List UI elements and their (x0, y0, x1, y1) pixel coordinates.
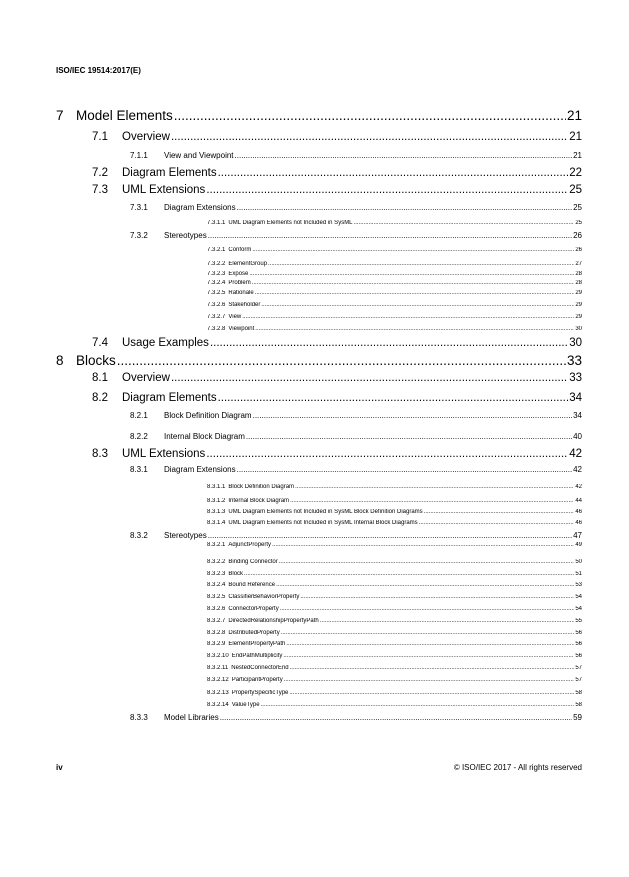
toc-entry-page: 22 (569, 167, 582, 179)
toc-dot-leader (276, 582, 574, 588)
toc-entry-title: UML Diagram Elements not Included in SysML Internal Block Diagrams (228, 520, 418, 526)
toc-dot-leader (280, 606, 575, 612)
toc-dot-leader (218, 392, 569, 404)
toc-dot-leader (272, 542, 574, 548)
toc-entry-title: Diagram Elements (122, 167, 217, 179)
toc-entry-title: Diagram Extensions (164, 465, 236, 474)
toc-entry[interactable] (207, 220, 582, 229)
toc-entry-title: Usage Examples (122, 337, 209, 349)
toc-entry-title: View and Viewpoint (164, 151, 234, 160)
toc-entry-page: 28 (575, 271, 582, 277)
toc-dot-leader (208, 531, 572, 540)
toc-entry[interactable] (130, 203, 582, 214)
toc-entry-number: 7.4 (92, 337, 108, 349)
toc-entry-page: 58 (575, 690, 582, 696)
toc-entry[interactable] (207, 690, 582, 699)
toc-entry-page: 34 (573, 411, 582, 420)
toc-entry[interactable] (92, 167, 582, 182)
toc-entry-title: Block Definition Diagram (164, 411, 252, 420)
toc-entry-page: 50 (575, 559, 582, 565)
toc-entry-number: 7.3 (92, 184, 108, 196)
toc-entry-title: Rationale (228, 290, 254, 296)
toc-entry-title: Diagram Elements (122, 392, 217, 404)
toc-entry-title: ConnectorProperty (228, 606, 279, 612)
toc-dot-leader (261, 302, 574, 308)
toc-entry[interactable] (207, 326, 582, 335)
toc-entry-number: 8.3.2 (130, 531, 148, 540)
toc-entry-title: ElementGroup (228, 261, 268, 267)
toc-dot-leader (295, 484, 574, 490)
toc-dot-leader (284, 677, 575, 683)
toc-entry-title: NestedConnectorEnd (231, 665, 289, 671)
toc-entry-number: 8.3.2.3 (207, 571, 226, 577)
toc-entry-page: 56 (575, 630, 582, 636)
toc-entry-title: EndPathMultiplicity (231, 653, 283, 659)
toc-entry-page: 57 (575, 665, 582, 671)
toc-entry-title: Viewpoint (228, 326, 255, 332)
toc-entry-title: UML Extensions (122, 448, 206, 460)
toc-entry[interactable] (207, 618, 582, 627)
toc-entry-number: 8.3.3 (130, 713, 148, 722)
toc-entry-title: Problem (228, 280, 251, 286)
toc-entry[interactable] (207, 542, 582, 551)
toc-dot-leader (237, 203, 573, 212)
toc-entry-title: Internal Block Diagram (228, 498, 290, 504)
toc-entry[interactable] (130, 531, 582, 542)
toc-dot-leader (249, 271, 574, 277)
toc-entry-title: DistributedProperty (228, 630, 280, 636)
toc-entry[interactable] (92, 131, 582, 146)
toc-entry[interactable] (207, 302, 582, 311)
toc-dot-leader (174, 108, 566, 123)
toc-entry-title: Binding Connector (228, 559, 278, 565)
toc-entry-number: 8.3.1 (130, 465, 148, 474)
toc-dot-leader (252, 280, 575, 286)
toc-entry[interactable] (207, 498, 582, 507)
toc-entry-title: UML Extensions (122, 184, 206, 196)
toc-entry-number: 8.3.2.4 (207, 582, 226, 588)
toc-dot-leader (290, 665, 575, 671)
toc-entry-title: ClassifierBehaviorProperty (228, 594, 300, 600)
toc-entry-title: UML Diagram Elements not Included in SysML (228, 220, 353, 226)
toc-entry-title: Diagram Extensions (164, 203, 236, 212)
toc-entry-number: 8.3 (92, 448, 108, 460)
toc-entry-number: 8.2.1 (130, 411, 148, 420)
toc-dot-leader (320, 618, 575, 624)
toc-entry[interactable] (207, 261, 582, 270)
toc-entry-page: 46 (575, 509, 582, 515)
toc-entry[interactable] (130, 465, 582, 476)
toc-entry-number: 8.3.2.11 (207, 665, 229, 671)
toc-dot-leader (242, 314, 574, 320)
toc-entry-number: 7 (56, 108, 64, 123)
toc-entry-title: Blocks (76, 353, 116, 368)
toc-dot-leader (289, 690, 574, 696)
toc-dot-leader (237, 465, 573, 474)
toc-entry[interactable] (92, 337, 582, 352)
toc-entry-title: Overview (122, 372, 170, 384)
toc-entry-number: 8 (56, 353, 64, 368)
toc-entry[interactable] (207, 559, 582, 568)
toc-entry-number: 8.3.1.4 (207, 520, 226, 526)
toc-entry-number: 8.2.2 (130, 432, 148, 441)
toc-entry-title: ParticipantProperty (231, 677, 283, 683)
toc-entry-title: AdjunctProperty (228, 542, 272, 548)
toc-entry-number: 7.3.1 (130, 203, 148, 212)
toc-entry-page: 28 (575, 280, 582, 286)
toc-entry[interactable] (207, 630, 582, 639)
toc-dot-leader (210, 337, 568, 349)
toc-entry-page: 29 (575, 290, 582, 296)
toc-entry-number: 8.3.1.2 (207, 498, 226, 504)
toc-entry-number: 8.3.1.3 (207, 509, 226, 515)
toc-entry-page: 56 (575, 641, 582, 647)
toc-dot-leader (283, 653, 574, 659)
toc-entry-number: 7.1 (92, 131, 108, 143)
toc-dot-leader (235, 151, 573, 160)
toc-entry-page: 44 (575, 498, 582, 504)
toc-entry[interactable] (207, 484, 582, 493)
toc-dot-leader (117, 353, 566, 368)
toc-dot-leader (261, 702, 575, 708)
toc-entry-title: ValueType (231, 702, 260, 708)
toc-entry-title: Stakeholder (228, 302, 261, 308)
toc-dot-leader (281, 630, 575, 636)
toc-dot-leader (220, 713, 572, 722)
toc-entry-page: 21 (569, 131, 582, 143)
toc-entry-number: 8.3.1.1 (207, 484, 226, 490)
toc-entry-number: 8.3.2.7 (207, 618, 226, 624)
toc-entry-number: 7.3.2 (130, 231, 148, 240)
toc-dot-leader (253, 411, 573, 420)
toc-dot-leader (279, 559, 575, 565)
toc-entry-number: 7.3.2.7 (207, 314, 226, 320)
toc-entry[interactable] (207, 247, 582, 256)
toc-entry[interactable] (130, 411, 582, 422)
toc-entry-title: UML Diagram Elements not Included in SysML Block Definition Diagrams (228, 509, 423, 515)
toc-entry-number: 8.3.2.8 (207, 630, 226, 636)
toc-entry-page: 26 (575, 247, 582, 253)
toc-entry-number: 7.3.2.4 (207, 280, 226, 286)
toc-entry-title: Model Libraries (164, 713, 219, 722)
toc-entry-number: 8.3.2.14 (207, 702, 229, 708)
toc-entry-page: 33 (569, 372, 582, 384)
toc-entry[interactable] (207, 702, 582, 711)
toc-entry-page: 30 (575, 326, 582, 332)
toc-entry[interactable] (207, 290, 582, 299)
toc-entry-page: 51 (575, 571, 582, 577)
toc-entry-title: Model Elements (76, 108, 173, 123)
toc-entry-number: 8.1 (92, 372, 108, 384)
toc-entry[interactable] (92, 448, 582, 463)
toc-dot-leader (354, 220, 575, 226)
toc-entry-title: View (228, 314, 242, 320)
toc-entry-page: 30 (569, 337, 582, 349)
toc-entry[interactable] (207, 665, 582, 674)
toc-entry[interactable] (207, 582, 582, 591)
toc-entry-page: 29 (575, 314, 582, 320)
toc-entry-number: 7.3.2.1 (207, 247, 226, 253)
toc-entry[interactable] (130, 231, 582, 242)
toc-entry-page: 49 (575, 542, 582, 548)
toc-dot-leader (252, 247, 574, 253)
toc-entry-number: 8.3.2.1 (207, 542, 226, 548)
toc-dot-leader (208, 231, 572, 240)
toc-entry-number: 7.3.1.1 (207, 220, 226, 226)
toc-entry-page: 25 (569, 184, 582, 196)
toc-entry[interactable] (56, 108, 582, 125)
toc-entry-page: 58 (575, 702, 582, 708)
toc-entry-title: Conform (228, 247, 252, 253)
toc-entry-page: 25 (573, 203, 582, 212)
toc-entry-number: 8.3.2.6 (207, 606, 226, 612)
toc-entry-page: 26 (573, 231, 582, 240)
toc-entry[interactable] (92, 372, 582, 387)
toc-dot-leader (171, 131, 568, 143)
toc-entry-page: 25 (575, 220, 582, 226)
toc-entry[interactable] (207, 641, 582, 650)
toc-entry-page: 47 (573, 531, 582, 540)
toc-entry-title: Block Definition Diagram (228, 484, 295, 490)
toc-entry-page: 56 (575, 653, 582, 659)
toc-entry[interactable] (207, 571, 582, 580)
toc-entry-page: 42 (573, 465, 582, 474)
toc-entry[interactable] (207, 314, 582, 323)
toc-dot-leader (206, 184, 568, 196)
toc-entry-page: 33 (566, 353, 582, 368)
toc-entry-page: 59 (573, 713, 582, 722)
toc-entry-title: Overview (122, 131, 170, 143)
toc-entry-title: Bound Reference (228, 582, 276, 588)
toc-entry-number: 7.3.2.3 (207, 271, 226, 277)
toc-entry-number: 7.1.1 (130, 151, 148, 160)
toc-entry-number: 7.3.2.5 (207, 290, 226, 296)
toc-entry[interactable] (207, 653, 582, 662)
toc-entry-title: Stereotypes (164, 231, 207, 240)
toc-dot-leader (286, 641, 574, 647)
toc-entry[interactable] (130, 432, 582, 443)
toc-entry-title: DirectedRelationshipPropertyPath (228, 618, 319, 624)
toc-entry-page: 46 (575, 520, 582, 526)
toc-entry-number: 8.3.2.12 (207, 677, 229, 683)
toc-entry-title: ElementPropertyPath (228, 641, 286, 647)
toc-dot-leader (246, 432, 572, 441)
toc-entry-number: 8.3.2.9 (207, 641, 226, 647)
toc-dot-leader (419, 520, 575, 526)
toc-entry-title: PropertySpecificType (231, 690, 289, 696)
document-header: ISO/IEC 19514:2017(E) (56, 66, 141, 75)
toc-entry-page: 55 (575, 618, 582, 624)
toc-entry-number: 7.3.2.2 (207, 261, 226, 267)
toc-entry[interactable] (92, 184, 582, 199)
toc-entry-page: 27 (575, 261, 582, 267)
toc-entry[interactable] (207, 509, 582, 518)
toc-entry[interactable] (207, 594, 582, 603)
toc-dot-leader (244, 571, 574, 577)
toc-entry-page: 42 (575, 484, 582, 490)
toc-entry[interactable] (207, 677, 582, 686)
toc-entry-title: Block (228, 571, 244, 577)
toc-entry-number: 8.3.2.2 (207, 559, 226, 565)
toc-entry[interactable] (207, 606, 582, 615)
toc-entry-title: Expose (228, 271, 249, 277)
toc-entry-page: 54 (575, 594, 582, 600)
toc-entry-number: 8.3.2.13 (207, 690, 229, 696)
toc-entry-number: 7.3.2.6 (207, 302, 226, 308)
toc-entry-page: 34 (569, 392, 582, 404)
page-number: iv (56, 763, 63, 772)
toc-dot-leader (290, 498, 574, 504)
copyright-notice: © ISO/IEC 2017 - All rights reserved (453, 763, 582, 772)
toc-entry-page: 21 (566, 108, 582, 123)
toc-entry-number: 7.2 (92, 167, 108, 179)
toc-dot-leader (424, 509, 575, 515)
toc-entry-page: 53 (575, 582, 582, 588)
toc-dot-leader (268, 261, 574, 267)
toc-entry[interactable] (130, 151, 582, 162)
toc-entry-number: 8.2 (92, 392, 108, 404)
toc-entry[interactable] (130, 713, 582, 724)
toc-entry-page: 21 (573, 151, 582, 160)
toc-entry-number: 7.3.2.8 (207, 326, 226, 332)
toc-entry-page: 40 (573, 432, 582, 441)
toc-dot-leader (206, 448, 568, 460)
toc-entry-title: Stereotypes (164, 531, 207, 540)
toc-entry-page: 57 (575, 677, 582, 683)
toc-dot-leader (255, 290, 575, 296)
toc-entry[interactable] (56, 353, 582, 370)
toc-dot-leader (171, 372, 568, 384)
toc-entry[interactable] (207, 271, 582, 280)
toc-entry-page: 29 (575, 302, 582, 308)
toc-entry-page: 42 (569, 448, 582, 460)
toc-entry-number: 8.3.2.5 (207, 594, 226, 600)
toc-entry-page: 54 (575, 606, 582, 612)
toc-entry-number: 8.3.2.10 (207, 653, 229, 659)
toc-dot-leader (300, 594, 574, 600)
toc-entry[interactable] (92, 392, 582, 407)
toc-entry-title: Internal Block Diagram (164, 432, 245, 441)
toc-dot-leader (255, 326, 574, 332)
toc-dot-leader (218, 167, 569, 179)
toc-entry[interactable] (207, 280, 582, 289)
toc-entry[interactable] (207, 520, 582, 529)
